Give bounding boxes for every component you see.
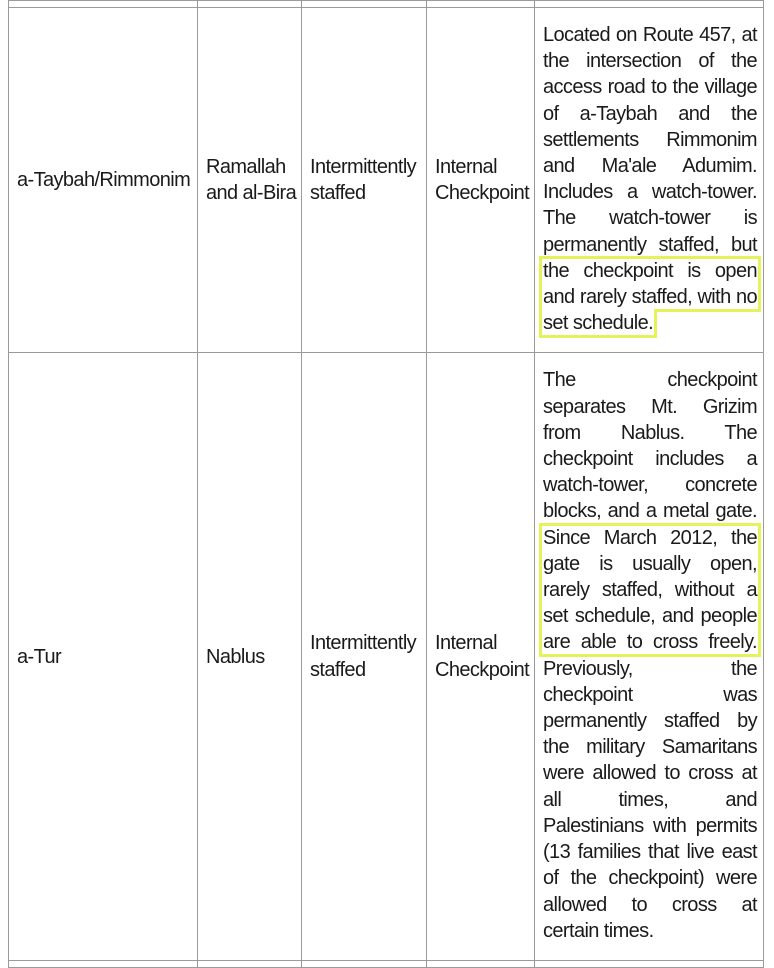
staffing-cell: Intermittently staffed: [302, 8, 427, 353]
table-cell: [9, 960, 198, 967]
description-highlight: Since March 2012, the gate is usually open, rarely staffed, without a set schedule, and people are able to cross freely.: [543, 526, 757, 654]
description-text-continued: Previously, the checkpoint was permanently staffed by the military Samaritans were allowed to cross at all times, and Palestinians with permits (13 families that live east of the checkpoint) were allowed to cross at certain times.: [543, 657, 757, 942]
district-cell: Ramallah and al-Bira: [198, 8, 302, 353]
table-cell: [535, 960, 764, 967]
table-cell: [198, 960, 302, 967]
description-text: Located on Route 457, at the intersection of the access road to the village of a-Taybah and the settlements Rimmonim and Ma'ale Adumim. Includes a watch-tower. The watch-tower is permanently staffed, but: [543, 24, 757, 256]
district-cell: Nablus: [198, 353, 302, 960]
staffing-cell: Intermittently staffed: [302, 353, 427, 960]
table-cell: [302, 960, 427, 967]
type-cell: Internal Checkpoint: [427, 8, 535, 353]
table-row-partial-bottom: [9, 960, 764, 967]
table-row-partial-top: [9, 1, 764, 8]
description-text: The checkpoint separates Mt. Grizim from Nablus. The checkpoint includes a watch-tower, concrete blocks, and a metal gate.: [543, 369, 757, 523]
description-cell: [535, 8, 764, 353]
type-cell: Internal Checkpoint: [427, 353, 535, 960]
table-cell: [302, 1, 427, 8]
checkpoint-name-cell: a-Tur: [9, 353, 198, 960]
table-cell: [198, 1, 302, 8]
description-cell: [535, 353, 764, 960]
table-cell: [9, 1, 198, 8]
table-cell: [427, 960, 535, 967]
checkpoint-table: [8, 0, 764, 968]
table-cell: [535, 1, 764, 8]
description-highlight: the checkpoint is open and rarely staffed, with no set schedule.: [543, 259, 757, 335]
table-cell: [427, 1, 535, 8]
table-row: [9, 8, 764, 353]
table-row: [9, 353, 764, 960]
checkpoint-name-cell: a-Taybah/Rimmonim: [9, 8, 198, 353]
